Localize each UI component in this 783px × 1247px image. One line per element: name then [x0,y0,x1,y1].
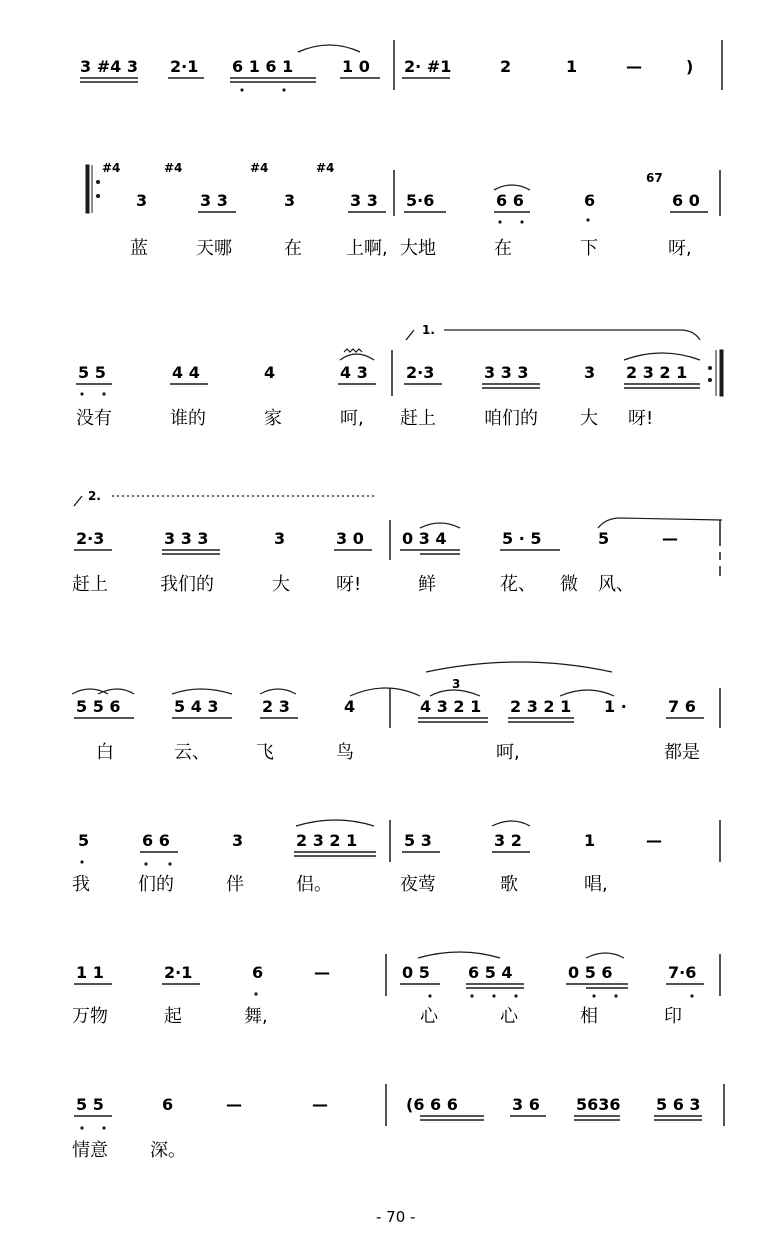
system-1 [80,40,722,92]
lyric: 万物 [72,1006,108,1027]
note-group: 3 3 [200,191,228,210]
lyric: 谁的 [170,408,206,429]
note-group: 3 [232,831,244,850]
note-group: 6 [162,1095,174,1114]
lyric: 呵, [340,408,364,429]
note-group: 5 [78,831,90,850]
note-group: 3 3 [350,191,378,210]
lyric: 在 [284,238,302,259]
note-group: 5 5 6 [76,697,121,716]
note-group: 2 3 2 1 [626,363,688,382]
lyric: 云、 [174,742,210,763]
note-group: 4 3 2 1 [420,697,482,716]
lyric: 家 [264,408,282,429]
system-6 [72,820,720,895]
note-group: 6 [252,963,264,982]
lyric: 风、 [598,574,634,595]
lyric: 呀! [628,408,654,429]
note-group: 1 · [604,697,627,716]
note-group: 6 5 4 [468,963,513,982]
lyric: 相 [580,1006,598,1027]
lyric: 夜莺 [400,874,436,895]
lyric: 在 [494,238,512,259]
volta-2-bracket [74,496,82,506]
note-group: ) [686,57,694,76]
note-group: 2·3 [406,363,435,382]
note-group: 2·1 [170,57,199,76]
system-3 [76,323,723,429]
note-group: 5636 [576,1095,621,1114]
volta-2: 2. [88,489,101,503]
lyric: 大 [272,574,290,595]
note-group: 4 [264,363,276,382]
lyric: 大地 [400,238,436,259]
note-group: (6 6 6 [406,1095,458,1114]
grace-note: #4 [102,161,121,175]
note-group: 2· #1 [404,57,452,76]
note-group: — [226,1095,242,1114]
volta-1: 1. [422,323,435,337]
note-group: 3 [584,363,596,382]
volta-1-bracket [406,330,414,340]
note-group: 6 0 [672,191,700,210]
note-group: 3 6 [512,1095,540,1114]
system-2 [86,161,720,259]
note-group: 3 [274,529,286,548]
lyric: 呀! [336,574,362,595]
note-group: 2 [500,57,512,76]
lyric: 深。 [150,1140,186,1161]
grace-note: 67 [646,171,663,185]
note-group: 6 1 6 1 [232,57,294,76]
note-group: 5 5 [76,1095,104,1114]
lyric: 大 [580,408,598,429]
note-group: 0 5 [402,963,430,982]
lyric: 印 [664,1006,682,1027]
note-group: 6 [584,191,596,210]
note-group: 5·6 [406,191,435,210]
lyric: 心 [420,1006,438,1027]
note-group: 5 [598,529,610,548]
note-group: 3 3 3 [164,529,209,548]
system-7 [72,952,720,1027]
note-group: 0 5 6 [568,963,613,982]
system-8 [72,1084,724,1161]
note-group: 0 3 4 [402,529,447,548]
note-group: 1 [566,57,578,76]
note-group: 6 6 [496,191,524,210]
lyric: 赶上 [72,574,108,595]
note-group: 1 1 [76,963,104,982]
note-group: 2 3 2 1 [510,697,572,716]
lyric: 上啊, [346,238,388,259]
note-group: 2 3 2 1 [296,831,358,850]
lyric: 没有 [76,408,112,429]
grace-note: #4 [164,161,183,175]
lyric: 我 [72,874,90,895]
slur [298,45,360,52]
note-group: 1 [584,831,596,850]
lyric: 微 [560,574,578,595]
note-group: 3 [284,191,296,210]
note-group: 2 3 [262,697,290,716]
lyric: 呀, [668,238,692,259]
lyric: 飞 [256,742,274,763]
lyric: 起 [164,1006,182,1027]
grace-note: #4 [316,161,335,175]
repeat-start [86,165,89,213]
note-group: 4 3 [340,363,368,382]
note-group: 5 · 5 [502,529,542,548]
note-group: 2·1 [164,963,193,982]
lyric: 舞, [244,1006,268,1027]
lyric: 唱, [584,874,608,895]
lyric: 我们的 [160,574,214,595]
note-group: 5 5 [78,363,106,382]
lyric: 呵, [496,742,520,763]
note-group: 6 6 [142,831,170,850]
note-group: 3 0 [336,529,364,548]
note-group: 5 3 [404,831,432,850]
note-group: 7 6 [668,697,696,716]
lyric: 情意 [72,1140,108,1161]
note-group: — [662,529,678,548]
repeat-end [720,350,723,396]
note-group: 3 3 3 [484,363,529,382]
note-group: — [646,831,662,850]
note-group: — [312,1095,328,1114]
note-group: 3 2 [494,831,522,850]
lyric: 蓝 [130,238,148,259]
note-group: — [314,963,330,982]
lyric: 鸟 [336,742,354,763]
note-group: 5 4 3 [174,697,219,716]
lyric: 下 [580,238,598,259]
mordent [344,349,362,352]
lyric: 咱们的 [484,408,538,429]
lyric: 们的 [138,874,174,895]
system-4 [72,489,722,595]
tuplet-number: 3 [452,677,461,691]
note-group: 4 4 [172,363,200,382]
lyric: 伴 [226,874,244,895]
system-5 [72,662,720,763]
note-group: — [626,57,642,76]
lyric: 白 [96,742,114,763]
note-group: 3 [136,191,148,210]
note-group: 7·6 [668,963,697,982]
lyric: 都是 [664,742,700,763]
note-group: 2·3 [76,529,105,548]
note-group: 5 6 3 [656,1095,701,1114]
lyric: 鲜 [418,574,436,595]
lyric: 心 [500,1006,518,1027]
lyric: 歌 [500,874,518,895]
lyric: 赶上 [400,408,436,429]
note-group: 4 [344,697,356,716]
page-number: - 70 - [376,1208,416,1226]
note-group: 1 0 [342,57,370,76]
lyric: 天哪 [196,238,232,259]
lyric: 花、 [500,574,536,595]
grace-note: #4 [250,161,269,175]
note-group: 3 #4 3 [80,57,138,76]
lyric: 侣。 [296,874,332,895]
